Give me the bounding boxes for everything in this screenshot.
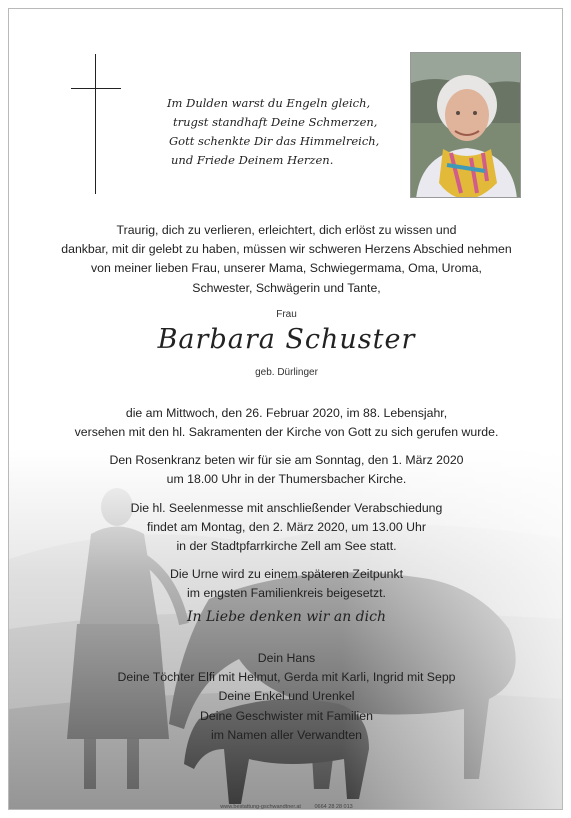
love-line: In Liebe denken wir an dich xyxy=(187,609,386,625)
mourner-line: Dein Hans xyxy=(257,651,316,665)
poem xyxy=(167,94,380,170)
rosary-text xyxy=(9,451,563,489)
mourner-line: Deine Geschwister mit Familien xyxy=(200,708,373,723)
footer-phone: 0664 28 28 013 xyxy=(314,804,353,810)
footer-website: www.bestattung-gschwandtner.at xyxy=(220,804,301,810)
intro-line: von meiner lieben Frau, unserer Mama, Schwiegermama, Oma, Uroma, xyxy=(91,261,482,276)
deceased-name: Barbara Schuster xyxy=(157,324,416,355)
urn-line: im engsten Familienkreis beigesetzt. xyxy=(187,586,386,601)
death-line: die am Mittwoch, den 26. Februar 2020, im 88. Lebensjahr, xyxy=(125,406,448,420)
poem-line: trugst standhaft Deine Schmerzen, xyxy=(173,115,378,129)
urn-text xyxy=(9,565,563,603)
poem-line: Im Dulden warst du Engeln gleich, xyxy=(167,96,371,110)
intro-line: Schwester, Schwägerin und Tante, xyxy=(192,280,381,295)
death-text xyxy=(9,404,563,442)
mourners-list xyxy=(9,649,563,745)
mass-line: Die hl. Seelenmesse mit anschließender Verabschiedung xyxy=(130,501,443,515)
mass-text xyxy=(9,499,563,557)
urn-line: Die Urne wird zu einem späteren Zeitpunkt xyxy=(169,567,404,581)
poem-line: und Friede Deinem Herzen. xyxy=(171,153,334,167)
portrait-photo xyxy=(410,52,521,198)
mourner-line: im Namen aller Verwandten xyxy=(210,727,363,742)
rosary-line: Den Rosenkranz beten wir für sie am Sonntag, den 1. März 2020 xyxy=(109,453,464,467)
footer xyxy=(9,804,563,810)
cross-icon xyxy=(71,54,121,194)
poem-line: Gott schenkte Dir das Himmelreich, xyxy=(169,134,380,148)
birth-name: geb. Dürlinger xyxy=(255,367,318,378)
salutation: Frau xyxy=(276,309,297,320)
intro-line: Traurig, dich zu verlieren, erleichtert, dich erlöst zu wissen und xyxy=(116,223,457,237)
mass-line: findet am Montag, den 2. März 2020, um 13.00 Uhr xyxy=(147,520,426,535)
death-line: versehen mit den hl. Sakramenten der Kirche von Gott zu sich gerufen wurde. xyxy=(74,425,499,440)
intro-text xyxy=(9,221,563,298)
rosary-line: um 18.00 Uhr in der Thumersbacher Kirche. xyxy=(166,472,407,487)
intro-line: dankbar, mit dir gelebt zu haben, müssen wir schweren Herzens Abschied nehmen xyxy=(61,242,512,257)
mass-line: in der Stadtpfarrkirche Zell am See statt. xyxy=(176,539,397,554)
mourner-line: Deine Töchter Elfi mit Helmut, Gerda mit Karli, Ingrid mit Sepp xyxy=(117,670,456,685)
obituary-card xyxy=(8,8,563,810)
mourner-line: Deine Enkel und Urenkel xyxy=(218,689,355,704)
